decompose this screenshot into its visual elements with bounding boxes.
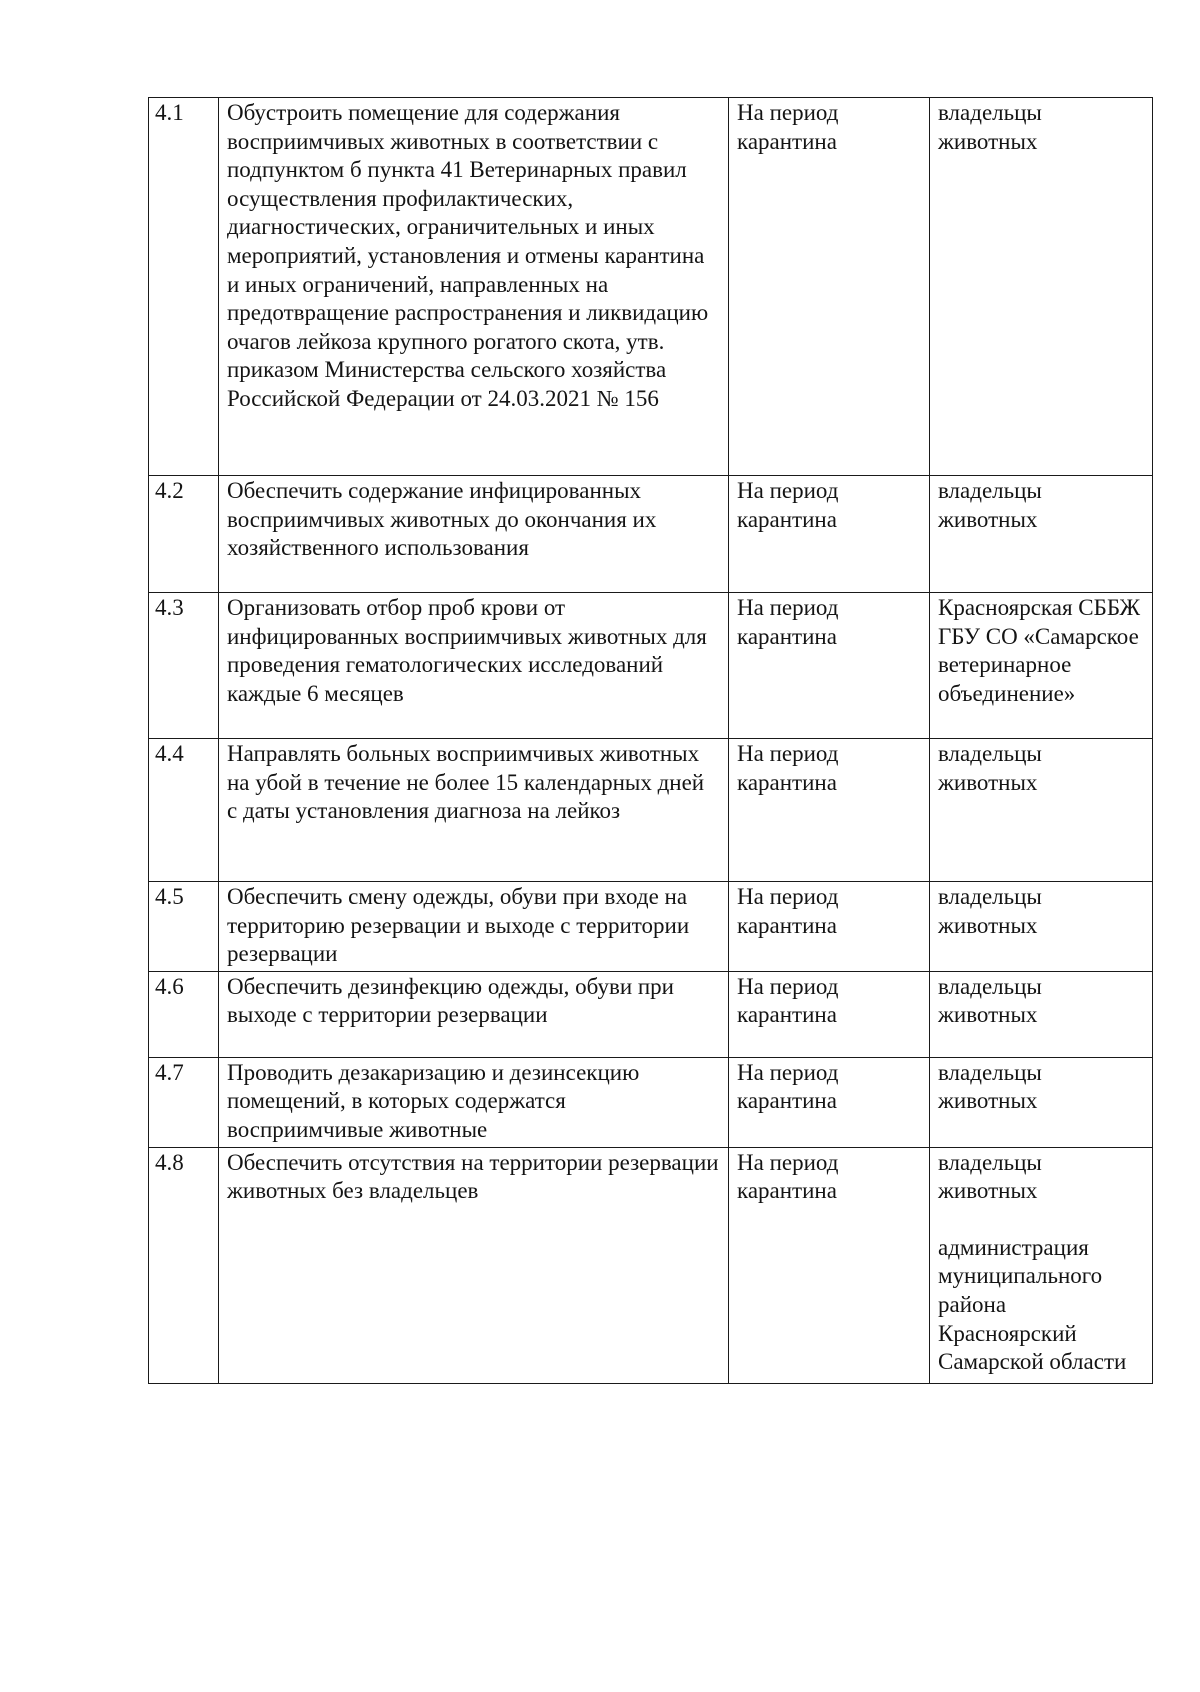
responsible-text: владельцы животных: [938, 100, 1042, 154]
table-row: [149, 98, 1153, 476]
action-text: Обеспечить дезинфекцию одежды, обуви при выходе с территории резервации: [219, 971, 729, 1057]
term-text: На период карантина: [729, 971, 930, 1057]
responsible-cell: [930, 476, 1153, 593]
action-text: Направлять больных восприимчивых животных на убой в течение не более 15 календарных дней с даты установления диагноза на лейкоз: [219, 739, 729, 882]
term-text: На период карантина: [729, 1057, 930, 1147]
responsible-cell: [930, 971, 1153, 1057]
table-row: [149, 882, 1153, 972]
action-text: Обеспечить смену одежды, обуви при входе на территорию резервации и выходе с территории резервации: [219, 882, 729, 972]
table-row: [149, 971, 1153, 1057]
responsible-text: владельцы животных: [938, 1149, 1042, 1204]
table-row: [149, 476, 1153, 593]
action-text: Обустроить помещение для содержания восприимчивых животных в соответствии с подпунктом б пункта 41 Ветеринарных правил осуществления профилактических, диагностических, ограничительных и иных мероприятий, установления и отмены карантина и иных ограничений, направленных на предотвращение распространения и ликвидацию очагов лейкоза крупного рогатого скота, утв. приказом Министерства сельского хозяйства Российской Федерации от 24.03.2021 № 156: [219, 98, 729, 476]
responsible-cell: [930, 739, 1153, 882]
term-text: На период карантина: [729, 882, 930, 972]
term-text: На период карантина: [729, 593, 930, 739]
table-row: [149, 739, 1153, 882]
item-number: 4.3: [149, 593, 219, 739]
responsible-cell: [930, 1147, 1153, 1383]
responsible-text: администрация муниципального района Красноярский Самарской области: [938, 1234, 1127, 1375]
responsible-text: владельцы животных: [938, 1059, 1042, 1114]
term-text: На период карантина: [729, 739, 930, 882]
item-number: 4.1: [149, 98, 219, 476]
responsible-cell: [930, 1057, 1153, 1147]
spacer: [938, 1206, 1144, 1234]
term-text: На период карантина: [729, 1147, 930, 1383]
item-number: 4.6: [149, 971, 219, 1057]
action-text: Обеспечить отсутствия на территории резервации животных без владельцев: [219, 1147, 729, 1383]
item-number: 4.7: [149, 1057, 219, 1147]
responsible-cell: [930, 98, 1153, 476]
responsible-text: владельцы животных: [938, 973, 1042, 1028]
measures-table: [148, 97, 1153, 1384]
action-text: Организовать отбор проб крови от инфицированных восприимчивых животных для проведения гематологических исследований каждые 6 месяцев: [219, 593, 729, 739]
action-text: Обеспечить содержание инфицированных восприимчивых животных до окончания их хозяйственного использования: [219, 476, 729, 593]
responsible-text: владельцы животных: [938, 741, 1042, 795]
responsible-text: владельцы животных: [938, 478, 1042, 532]
responsible-cell: [930, 882, 1153, 972]
responsible-text: Красноярская СББЖ ГБУ СО «Самарское ветеринарное объединение»: [938, 595, 1141, 706]
responsible-cell: [930, 593, 1153, 739]
responsible-text: владельцы животных: [938, 884, 1042, 938]
item-number: 4.5: [149, 882, 219, 972]
item-number: 4.4: [149, 739, 219, 882]
table-row: [149, 1147, 1153, 1383]
item-number: 4.8: [149, 1147, 219, 1383]
action-text: Проводить дезакаризацию и дезинсекцию помещений, в которых содержатся восприимчивые животные: [219, 1057, 729, 1147]
item-number: 4.2: [149, 476, 219, 593]
term-text: На период карантина: [729, 476, 930, 593]
table-row: [149, 1057, 1153, 1147]
term-text: На период карантина: [729, 98, 930, 476]
table-row: [149, 593, 1153, 739]
